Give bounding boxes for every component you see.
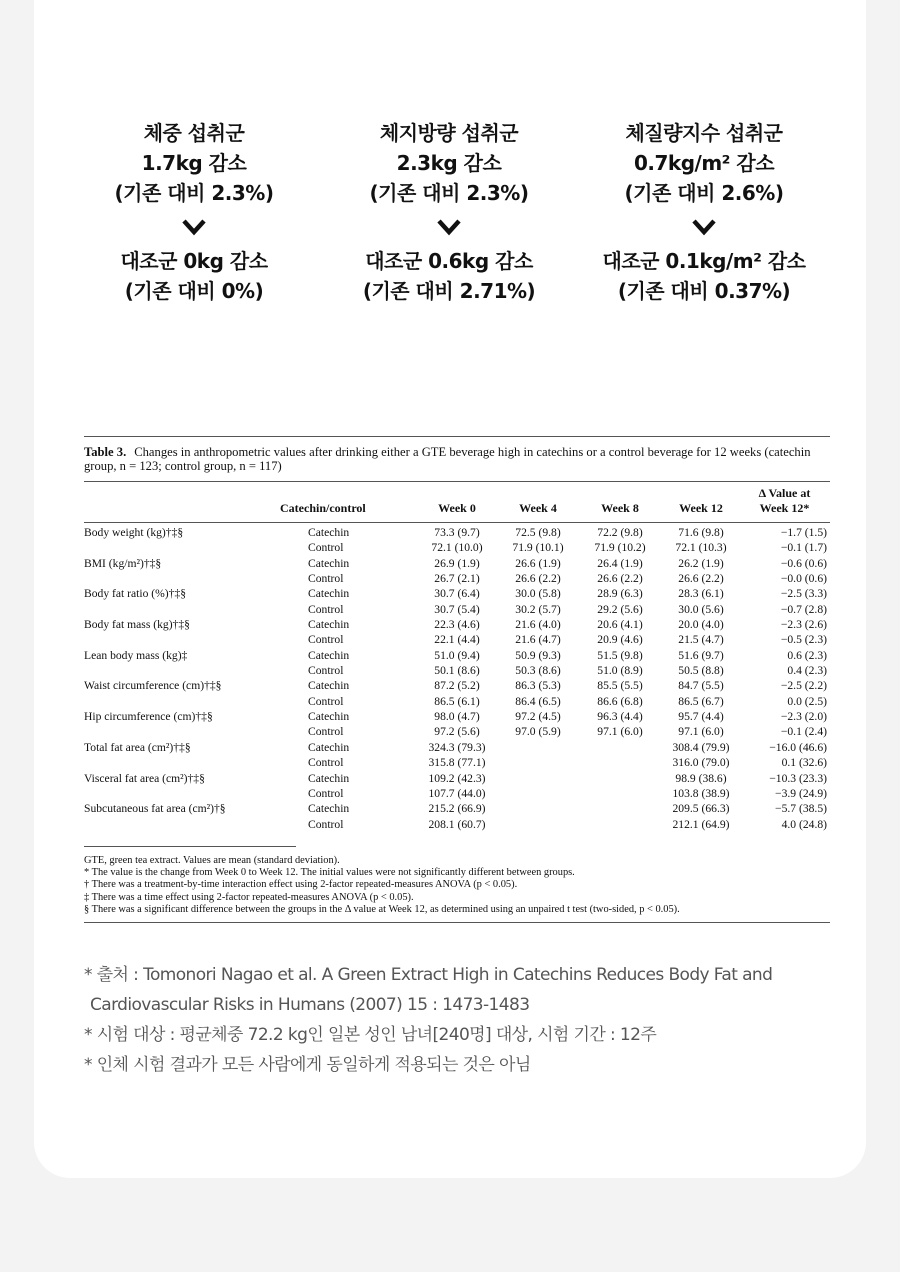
row-label: Hip circumference (cm)†‡§ bbox=[84, 710, 213, 724]
table-cell: 95.7 (4.4) bbox=[678, 710, 724, 724]
table-row bbox=[84, 525, 830, 540]
table-cell: 20.9 (4.6) bbox=[597, 633, 643, 647]
table-cell: −10.3 (23.3) bbox=[769, 771, 827, 785]
row-label: Lean body mass (kg)‡ bbox=[84, 648, 188, 662]
table-row bbox=[84, 632, 830, 647]
table-cell: 315.8 (77.1) bbox=[428, 756, 486, 770]
table-cell: 71.6 (9.8) bbox=[678, 526, 724, 539]
table-cell: 73.3 (9.7) bbox=[434, 526, 480, 539]
table-cell: Control bbox=[308, 725, 344, 739]
table-cell: 26.6 (1.9) bbox=[515, 556, 561, 570]
row-label bbox=[84, 694, 280, 709]
table-cell: 21.5 (4.7) bbox=[678, 633, 724, 647]
table-cell: 308.4 (79.9) bbox=[672, 740, 730, 754]
table-cell: 215.2 (66.9) bbox=[428, 802, 486, 816]
table-cell: 96.3 (4.4) bbox=[597, 710, 643, 724]
table-cell: 212.1 (64.9) bbox=[672, 817, 730, 831]
source-line: Cardiovascular Risks in Humans (2007) 15 : 1473-1483 bbox=[90, 995, 530, 1015]
table-cell: Control bbox=[308, 694, 344, 708]
table-row bbox=[84, 540, 830, 555]
table-cell: 208.1 (60.7) bbox=[428, 817, 486, 831]
row-label: Subcutaneous fat area (cm²)†§ bbox=[84, 802, 226, 816]
row-label bbox=[84, 755, 280, 770]
header-week4: Week 4 bbox=[519, 501, 557, 515]
table-cell: 0.4 (2.3) bbox=[787, 664, 827, 678]
table-cell: −2.3 (2.6) bbox=[780, 618, 827, 632]
table-cell: 98.9 (38.6) bbox=[675, 771, 727, 785]
table-cell: 97.1 (6.0) bbox=[597, 725, 643, 739]
table-label: Table 3. bbox=[84, 445, 127, 459]
row-label: Body weight (kg)†‡§ bbox=[84, 526, 184, 539]
study-table-figure bbox=[84, 436, 830, 923]
table-cell: −0.1 (1.7) bbox=[780, 541, 827, 555]
row-label bbox=[84, 571, 280, 586]
header-week0: Week 0 bbox=[438, 501, 476, 515]
header-week12: Week 12 bbox=[679, 501, 723, 515]
table-cell: −5.7 (38.5) bbox=[775, 802, 827, 816]
table-cell: 26.2 (1.9) bbox=[678, 556, 724, 570]
row-label bbox=[84, 786, 280, 801]
table-cell: 86.4 (6.5) bbox=[515, 694, 561, 708]
table-cell: 86.3 (5.3) bbox=[515, 679, 561, 693]
stat-line: 체중 섭취군 bbox=[143, 121, 245, 145]
table-cell: −2.5 (2.2) bbox=[780, 679, 827, 693]
table-cell: −0.0 (0.6) bbox=[780, 572, 827, 586]
table-cell: 209.5 (66.3) bbox=[672, 802, 730, 816]
table-cell: 21.6 (4.0) bbox=[515, 618, 561, 632]
table-cell: Catechin bbox=[308, 802, 350, 816]
table-cell: −0.6 (0.6) bbox=[780, 556, 827, 570]
table-cell bbox=[496, 771, 580, 786]
table-cell: 87.2 (5.2) bbox=[434, 679, 480, 693]
table-cell: 0.1 (32.6) bbox=[781, 756, 827, 770]
row-label bbox=[84, 632, 280, 647]
table-cell: 26.6 (2.2) bbox=[597, 572, 643, 586]
table-cell: Control bbox=[308, 664, 344, 678]
table-cell: Catechin bbox=[308, 679, 350, 693]
table-header-row bbox=[84, 482, 830, 520]
table-note: GTE, green tea extract. Values are mean (standard deviation). bbox=[84, 854, 340, 866]
row-label bbox=[84, 663, 280, 678]
chevron-down-icon bbox=[309, 208, 589, 246]
table-cell: 26.9 (1.9) bbox=[434, 556, 480, 570]
table-cell: 84.7 (5.5) bbox=[678, 679, 724, 693]
table-cell: 86.6 (6.8) bbox=[597, 694, 643, 708]
chevron-down-icon bbox=[564, 208, 844, 246]
table-cell: Catechin bbox=[308, 648, 350, 662]
table-cell: Control bbox=[308, 817, 344, 831]
table-cell: 316.0 (79.0) bbox=[672, 756, 730, 770]
table-cell: 97.2 (4.5) bbox=[515, 710, 561, 724]
table-cell: 0.6 (2.3) bbox=[787, 648, 827, 662]
table-cell: 86.5 (6.7) bbox=[678, 694, 724, 708]
table-row bbox=[84, 556, 830, 571]
row-label bbox=[84, 540, 280, 555]
control-line: (기존 대비 0.37%) bbox=[617, 279, 791, 303]
table-cell: 26.4 (1.9) bbox=[597, 556, 643, 570]
table-cell: 51.0 (9.4) bbox=[434, 648, 480, 662]
table-cell: 50.9 (9.3) bbox=[515, 648, 561, 662]
notes-rule bbox=[84, 846, 296, 847]
stat-line: (기존 대비 2.6%) bbox=[624, 181, 784, 205]
table-cell: Control bbox=[308, 572, 344, 586]
table-cell: 20.0 (4.0) bbox=[678, 618, 724, 632]
control-line: 대조군 0kg 감소 bbox=[120, 249, 268, 273]
data-table bbox=[84, 482, 830, 832]
stat-line: 2.3kg 감소 bbox=[396, 151, 502, 175]
table-row bbox=[84, 755, 830, 770]
table-cell: 97.2 (5.6) bbox=[434, 725, 480, 739]
table-cell bbox=[580, 771, 660, 786]
table-cell: 85.5 (5.5) bbox=[597, 679, 643, 693]
table-cell: Control bbox=[308, 602, 344, 616]
table-cell: 30.0 (5.8) bbox=[515, 587, 561, 601]
table-note: ‡ There was a time effect using 2-factor repeated-measures ANOVA (p < 0.05). bbox=[84, 891, 414, 903]
table-cell: 28.3 (6.1) bbox=[678, 587, 724, 601]
row-label: Body fat ratio (%)†‡§ bbox=[84, 587, 187, 601]
table-cell: 98.0 (4.7) bbox=[434, 710, 480, 724]
table-cell: 26.7 (2.1) bbox=[434, 572, 480, 586]
table-cell bbox=[580, 817, 660, 832]
table-cell bbox=[496, 740, 580, 755]
table-cell: 26.6 (2.2) bbox=[678, 572, 724, 586]
table-cell: 30.7 (6.4) bbox=[434, 587, 480, 601]
source-line: * 시험 대상 : 평균체중 72.2 kg인 일본 성인 남녀[240명] 대상, 시험 기간 : 12주 bbox=[84, 1025, 657, 1045]
table-cell: 72.2 (9.8) bbox=[597, 526, 643, 539]
stat-column-body-fat bbox=[309, 118, 589, 306]
table-cell: −0.1 (2.4) bbox=[780, 725, 827, 739]
row-label: Waist circumference (cm)†‡§ bbox=[84, 679, 222, 693]
table-cell: Catechin bbox=[308, 771, 350, 785]
table-cell bbox=[496, 817, 580, 832]
table-row bbox=[84, 786, 830, 801]
table-row bbox=[84, 602, 830, 617]
table-caption-text: Changes in anthropometric values after drinking either a GTE beverage high in catechins or a control beverage for 12 weeks (catechin group, n = 123; control group, n = 117) bbox=[84, 445, 811, 473]
control-line: 대조군 0.6kg 감소 bbox=[365, 249, 533, 273]
table-bottom-rule bbox=[84, 922, 830, 923]
table-cell: 22.1 (4.4) bbox=[434, 633, 480, 647]
table-cell: Catechin bbox=[308, 587, 350, 601]
source-line: * 인체 시험 결과가 모든 사람에게 동일하게 적용되는 것은 아님 bbox=[84, 1055, 531, 1075]
table-cell: 71.9 (10.1) bbox=[512, 541, 564, 555]
table-cell: 97.1 (6.0) bbox=[678, 725, 724, 739]
table-row bbox=[84, 709, 830, 724]
table-cell: 97.0 (5.9) bbox=[515, 725, 561, 739]
table-cell: 107.7 (44.0) bbox=[428, 786, 486, 800]
table-cell: 20.6 (4.1) bbox=[597, 618, 643, 632]
table-cell: 72.1 (10.3) bbox=[675, 541, 727, 555]
table-cell: 29.2 (5.6) bbox=[597, 602, 643, 616]
stat-line: (기존 대비 2.3%) bbox=[114, 181, 274, 205]
row-label bbox=[84, 817, 280, 832]
header-delta-line1: Δ Value at bbox=[758, 486, 811, 500]
table-note: * The value is the change from Week 0 to Week 12. The initial values were not significantly different between groups. bbox=[84, 867, 575, 879]
table-cell: Control bbox=[308, 541, 344, 555]
table-cell: 21.6 (4.7) bbox=[515, 633, 561, 647]
table-cell: Catechin bbox=[308, 618, 350, 632]
table-cell: 26.6 (2.2) bbox=[515, 572, 561, 586]
control-line: (기존 대비 0%) bbox=[124, 279, 264, 303]
table-cell: 22.3 (4.6) bbox=[434, 618, 480, 632]
table-cell: 71.9 (10.2) bbox=[594, 541, 646, 555]
table-cell: 109.2 (42.3) bbox=[428, 771, 486, 785]
row-label bbox=[84, 724, 280, 739]
source-notes bbox=[84, 960, 824, 1080]
table-row bbox=[84, 586, 830, 601]
table-body bbox=[84, 525, 830, 832]
table-row bbox=[84, 571, 830, 586]
stat-line: 1.7kg 감소 bbox=[141, 151, 247, 175]
table-cell: −2.3 (2.0) bbox=[780, 710, 827, 724]
table-cell: Catechin bbox=[308, 710, 350, 724]
table-row bbox=[84, 694, 830, 709]
stat-line: 체질량지수 섭취군 bbox=[625, 121, 783, 145]
table-body-rule bbox=[84, 522, 830, 523]
table-cell: Catechin bbox=[308, 556, 350, 570]
table-cell: 30.0 (5.6) bbox=[678, 602, 724, 616]
stat-column-weight bbox=[54, 118, 334, 306]
table-cell: 4.0 (24.8) bbox=[781, 817, 827, 831]
source-line: * 출처 : Tomonori Nagao et al. A Green Extract High in Catechins Reduces Body Fat and bbox=[84, 965, 773, 985]
table-cell: −0.5 (2.3) bbox=[780, 633, 827, 647]
table-note: † There was a treatment-by-time interaction effect using 2-factor repeated-measures ANOVA (p < 0.05). bbox=[84, 879, 518, 891]
table-cell: 0.0 (2.5) bbox=[787, 694, 827, 708]
table-row bbox=[84, 678, 830, 693]
table-cell: 51.0 (8.9) bbox=[597, 664, 643, 678]
chevron-down-icon bbox=[54, 208, 334, 246]
table-row bbox=[84, 817, 830, 832]
table-cell: 86.5 (6.1) bbox=[434, 694, 480, 708]
table-cell: −16.0 (46.6) bbox=[769, 740, 827, 754]
stat-line: 체지방량 섭취군 bbox=[379, 121, 519, 145]
table-cell bbox=[580, 801, 660, 816]
table-cell: 28.9 (6.3) bbox=[597, 587, 643, 601]
table-cell: −0.7 (2.8) bbox=[780, 602, 827, 616]
table-row bbox=[84, 740, 830, 755]
table-cell bbox=[580, 740, 660, 755]
table-cell: 51.6 (9.7) bbox=[678, 648, 724, 662]
table-cell: 50.3 (8.6) bbox=[515, 664, 561, 678]
table-notes bbox=[84, 855, 830, 922]
table-cell bbox=[496, 755, 580, 770]
table-cell: 30.2 (5.7) bbox=[515, 602, 561, 616]
table-row bbox=[84, 617, 830, 632]
table-cell bbox=[496, 786, 580, 801]
control-line: (기존 대비 2.71%) bbox=[362, 279, 536, 303]
table-cell: −1.7 (1.5) bbox=[780, 526, 827, 539]
stat-line: 0.7kg/m² 감소 bbox=[633, 151, 775, 175]
header-group: Catechin/control bbox=[280, 501, 366, 515]
table-cell: 30.7 (5.4) bbox=[434, 602, 480, 616]
stat-column-bmi bbox=[564, 118, 844, 306]
table-cell: 50.1 (8.6) bbox=[434, 664, 480, 678]
row-label: Total fat area (cm²)†‡§ bbox=[84, 740, 191, 754]
header-delta bbox=[742, 482, 830, 520]
table-cell: −3.9 (24.9) bbox=[775, 786, 827, 800]
row-label: BMI (kg/m²)†‡§ bbox=[84, 556, 162, 570]
table-row bbox=[84, 801, 830, 816]
table-row bbox=[84, 771, 830, 786]
row-label: Body fat mass (kg)†‡§ bbox=[84, 618, 190, 632]
header-week8: Week 8 bbox=[601, 501, 639, 515]
table-cell: 72.5 (9.8) bbox=[515, 526, 561, 539]
table-row bbox=[84, 648, 830, 663]
table-row bbox=[84, 724, 830, 739]
table-row bbox=[84, 663, 830, 678]
table-cell bbox=[580, 786, 660, 801]
header-delta-line2: Week 12* bbox=[759, 501, 810, 515]
table-cell bbox=[580, 755, 660, 770]
table-cell: Catechin bbox=[308, 740, 350, 754]
table-cell: 50.5 (8.8) bbox=[678, 664, 724, 678]
table-cell: Control bbox=[308, 633, 344, 647]
table-cell: Catechin bbox=[308, 526, 350, 539]
stat-line: (기존 대비 2.3%) bbox=[369, 181, 529, 205]
control-line: 대조군 0.1kg/m² 감소 bbox=[602, 249, 806, 273]
table-cell: 103.8 (38.9) bbox=[672, 786, 730, 800]
table-cell: Control bbox=[308, 756, 344, 770]
row-label bbox=[84, 602, 280, 617]
table-cell: −2.5 (3.3) bbox=[780, 587, 827, 601]
table-cell bbox=[496, 801, 580, 816]
table-note: § There was a significant difference between the groups in the Δ value at Week 12, as determined using an unpaired t test (two-sided, p < 0.05). bbox=[84, 904, 680, 916]
table-cell: 51.5 (9.8) bbox=[597, 648, 643, 662]
table-cell: 324.3 (79.3) bbox=[428, 740, 486, 754]
table-cell: Control bbox=[308, 786, 344, 800]
row-label: Visceral fat area (cm²)†‡§ bbox=[84, 771, 205, 785]
table-cell: 72.1 (10.0) bbox=[431, 541, 483, 555]
table-caption bbox=[84, 437, 830, 481]
